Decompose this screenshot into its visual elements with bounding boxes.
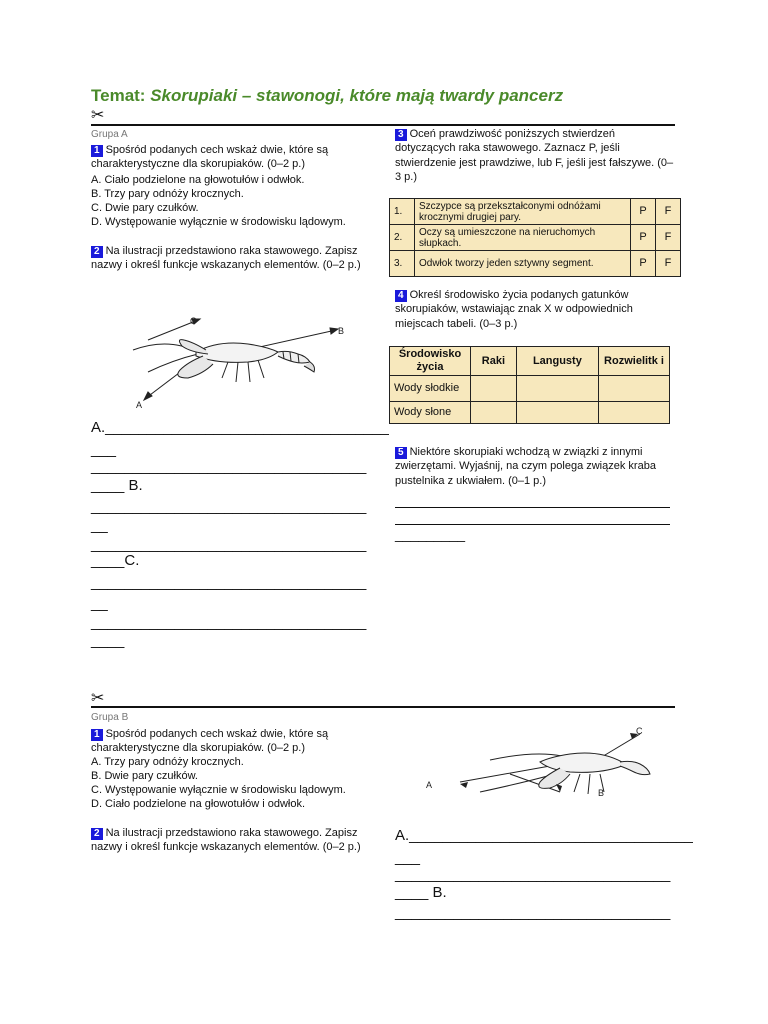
header-rozwielitki: Rozwielitk i bbox=[599, 347, 670, 376]
true-false-table bbox=[389, 198, 681, 277]
table-row bbox=[390, 402, 670, 424]
crayfish-illustration-a bbox=[118, 312, 358, 412]
row-number: 2. bbox=[390, 225, 415, 251]
table-row bbox=[390, 251, 681, 277]
question-text: Spośród podanych cech wskaż dwie, które są charakterystyczne dla skorupiaków. (0–2 p.) bbox=[91, 144, 329, 171]
group-a-question-5 bbox=[395, 445, 675, 488]
header-habitat: Środowisko życia bbox=[390, 347, 471, 376]
header-raki: Raki bbox=[471, 347, 517, 376]
label-b: B bbox=[338, 326, 345, 336]
answer-b-line-2[interactable]: _________________________________ bbox=[395, 904, 671, 921]
row-label: Wody słodkie bbox=[390, 376, 471, 402]
answer-b-label[interactable]: ____ B. bbox=[91, 477, 143, 494]
group-a-q1-option-d: D. Występowanie wyłącznie w środowisku lądowym. bbox=[91, 216, 346, 228]
group-b-q1-option-b: B. Dwie pary czułków. bbox=[91, 770, 198, 782]
arrow-head-b bbox=[330, 328, 338, 334]
cut-line bbox=[91, 124, 675, 126]
group-b-question-2 bbox=[91, 826, 376, 855]
question-number: 1 bbox=[91, 145, 103, 157]
q5-answer-line-2[interactable] bbox=[395, 524, 670, 525]
page-title bbox=[91, 86, 563, 106]
table-header-row bbox=[390, 347, 670, 376]
answer-b-line-1[interactable]: _________________________________ bbox=[395, 866, 671, 883]
question-number: 2 bbox=[91, 828, 103, 840]
answer-f[interactable]: F bbox=[656, 225, 681, 251]
tail-fan bbox=[304, 362, 315, 372]
statement-cell: Oczy są umieszczone na nieruchomych słupkach. bbox=[415, 225, 631, 251]
group-a-question-2 bbox=[91, 244, 376, 273]
claw-upper bbox=[179, 340, 208, 354]
arrow-head-a bbox=[144, 392, 152, 400]
question-number: 2 bbox=[91, 246, 103, 258]
question-number: 4 bbox=[395, 290, 407, 302]
question-text: Oceń prawdziwość poniższych stwierdzeń dotyczących raka stawowego. Zaznacz P, jeśli stwierdzenie jest prawdziwe, lub F, jeśli jest fałszywe. (0–3 p.) bbox=[395, 128, 674, 183]
answer-c-line-3[interactable]: __ bbox=[91, 595, 108, 612]
walking-legs bbox=[222, 360, 264, 382]
question-number: 3 bbox=[395, 129, 407, 141]
row-number: 3. bbox=[390, 251, 415, 277]
answer-c-label[interactable]: ____C. bbox=[91, 552, 140, 569]
group-b-q1-option-c: C. Występowanie wyłącznie w środowisku lądowym. bbox=[91, 784, 346, 796]
answer-c-line-5[interactable]: ____ bbox=[91, 632, 125, 649]
answer-a-line-cont[interactable]: ___ bbox=[91, 441, 117, 458]
answer-a-line[interactable]: A.__________________________________ bbox=[395, 827, 693, 844]
answer-p[interactable]: P bbox=[631, 199, 656, 225]
question-text: Niektóre skorupiaki wchodzą w związki z innymi zwierzętami. Wyjaśnij, na czym polega związek kraba pustelnika z ukwiałem. (0–1 p.) bbox=[395, 446, 656, 487]
group-a-question-1 bbox=[91, 143, 376, 172]
pointer-line-c bbox=[600, 734, 640, 758]
row-label: Wody słone bbox=[390, 402, 471, 424]
answer-cell[interactable] bbox=[599, 402, 670, 424]
label-a: A bbox=[136, 400, 143, 410]
answer-p[interactable]: P bbox=[631, 251, 656, 277]
habitat-table bbox=[389, 346, 670, 424]
table-row bbox=[390, 225, 681, 251]
answer-cell[interactable] bbox=[471, 402, 517, 424]
header-langusty: Langusty bbox=[516, 347, 598, 376]
title-topic: Skorupiaki – stawonogi, które mają twardy pancerz bbox=[150, 86, 564, 105]
pointer-line-a bbox=[460, 766, 550, 782]
answer-b-line-3[interactable]: __ bbox=[91, 517, 108, 534]
label-c: C bbox=[636, 726, 643, 736]
group-b-q1-option-a: A. Trzy pary odnóży krocznych. bbox=[91, 756, 244, 768]
q5-answer-line-1[interactable] bbox=[395, 507, 670, 508]
carapace bbox=[540, 753, 622, 772]
group-a-question-3 bbox=[395, 127, 675, 184]
question-number: 1 bbox=[91, 729, 103, 741]
answer-f[interactable]: F bbox=[656, 251, 681, 277]
scissors-icon: ✂ bbox=[91, 688, 105, 707]
answer-f[interactable]: F bbox=[656, 199, 681, 225]
question-text: Na ilustracji przedstawiono raka stawowego. Zapisz nazwy i określ funkcje wskazanych elementów. (0–2 p.) bbox=[91, 245, 361, 272]
table-row bbox=[390, 376, 670, 402]
answer-c-line-1[interactable]: _________________________________ bbox=[91, 536, 367, 553]
answer-c-line-2[interactable]: _________________________________ bbox=[91, 574, 367, 591]
crayfish-illustration-b bbox=[420, 722, 660, 822]
group-b-question-1 bbox=[91, 727, 376, 756]
title-prefix: Temat: bbox=[91, 86, 146, 105]
scissors-icon: ✂ bbox=[91, 105, 105, 124]
answer-b-line-2[interactable]: _________________________________ bbox=[91, 498, 367, 515]
q5-answer-line-3[interactable]: _________ bbox=[395, 526, 466, 542]
answer-c-line-4[interactable]: _________________________________ bbox=[91, 614, 367, 631]
answer-cell[interactable] bbox=[516, 402, 598, 424]
answer-cell[interactable] bbox=[516, 376, 598, 402]
question-text: Określ środowisko życia podanych gatunków skorupiaków, wstawiając znak X w odpowiednich miejscach tabeli. (0–3 p.) bbox=[395, 289, 633, 330]
answer-a-line-cont[interactable]: ___ bbox=[395, 849, 421, 866]
statement-cell: Odwłok tworzy jeden sztywny segment. bbox=[415, 251, 631, 277]
answer-p[interactable]: P bbox=[631, 225, 656, 251]
label-a: A bbox=[426, 780, 433, 790]
question-number: 5 bbox=[395, 447, 407, 459]
answer-b-label[interactable]: ____ B. bbox=[395, 884, 447, 901]
group-a-question-4 bbox=[395, 288, 675, 331]
group-a-label: Grupa A bbox=[91, 129, 128, 140]
answer-b-line-1[interactable]: _________________________________ bbox=[91, 458, 367, 475]
cut-line bbox=[91, 706, 675, 708]
statement-cell: Szczypce są przekształconymi odnóżami krocznymi drugiej pary. bbox=[415, 199, 631, 225]
answer-cell[interactable] bbox=[471, 376, 517, 402]
label-b: B bbox=[598, 788, 605, 798]
answer-cell[interactable] bbox=[599, 376, 670, 402]
group-b-label: Grupa B bbox=[91, 712, 129, 723]
arrow-head-a bbox=[460, 782, 468, 788]
abdomen bbox=[620, 761, 650, 774]
group-a-q1-option-b: B. Trzy pary odnóży krocznych. bbox=[91, 188, 244, 200]
group-a-q1-option-a: A. Ciało podzielone na głowotułów i odwłok. bbox=[91, 174, 305, 186]
group-a-q1-option-c: C. Dwie pary czułków. bbox=[91, 202, 199, 214]
question-text: Spośród podanych cech wskaż dwie, które są charakterystyczne dla skorupiaków. (0–2 p.) bbox=[91, 728, 329, 755]
question-text: Na ilustracji przedstawiono raka stawowego. Zapisz nazwy i określ funkcje wskazanych elementów. (0–2 p.) bbox=[91, 827, 361, 854]
table-row bbox=[390, 199, 681, 225]
row-number: 1. bbox=[390, 199, 415, 225]
label-c: C bbox=[190, 316, 197, 326]
group-b-q1-option-d: D. Ciało podzielone na głowotułów i odwłok. bbox=[91, 798, 306, 810]
answer-a-line[interactable]: A.__________________________________ bbox=[91, 419, 389, 436]
